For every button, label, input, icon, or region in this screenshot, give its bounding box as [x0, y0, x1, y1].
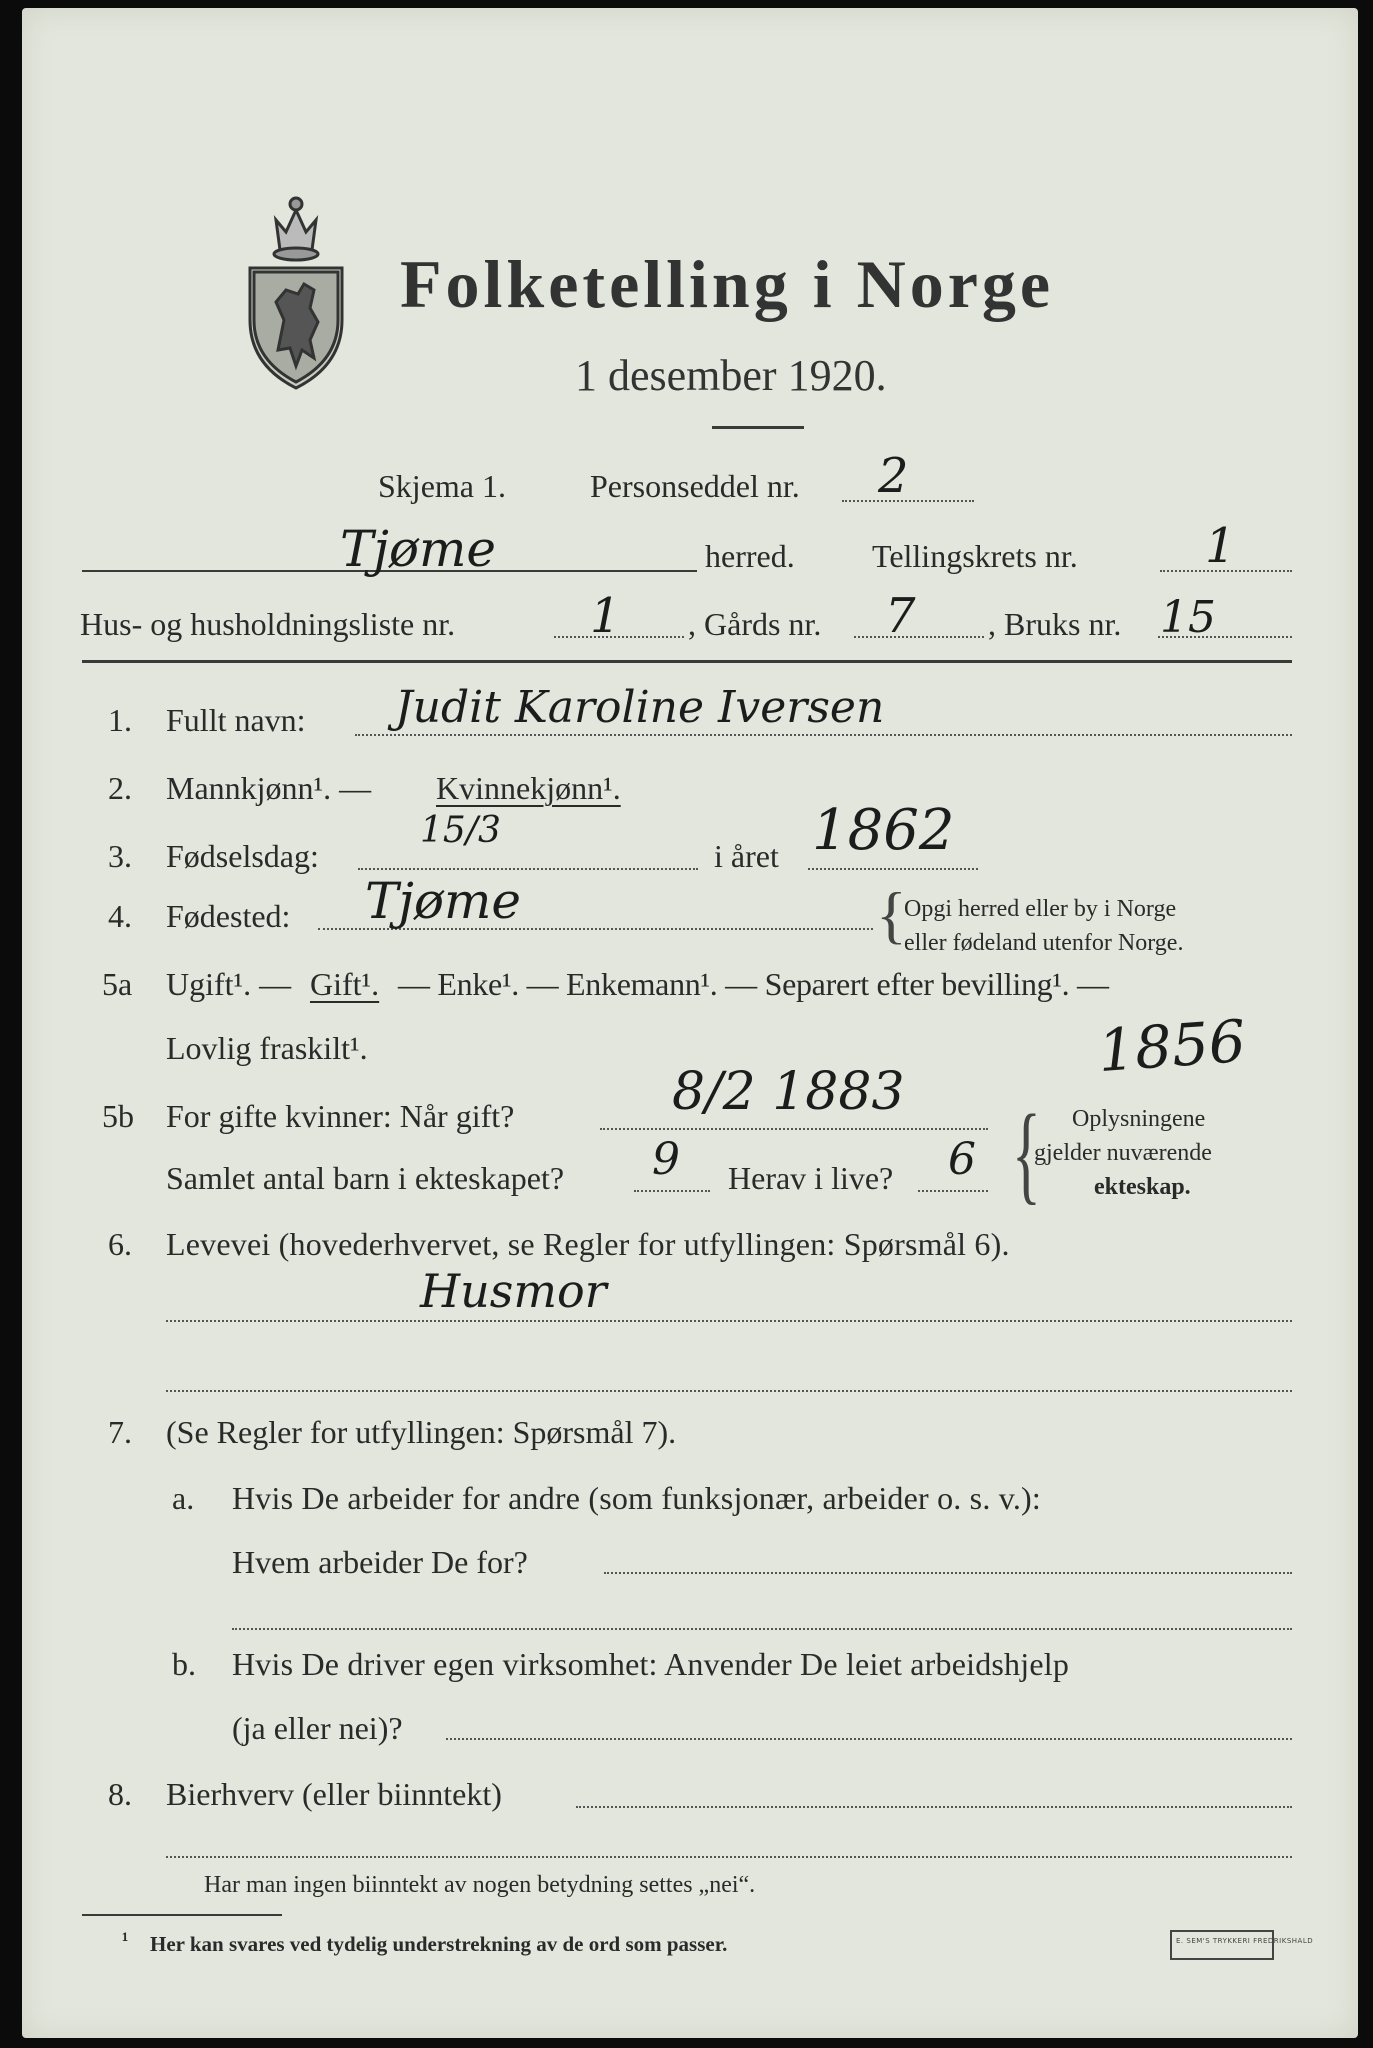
footnote-marker: ¹	[122, 1928, 129, 1952]
q2-mann-option[interactable]: Mannkjønn¹. —	[166, 770, 372, 806]
q8-line1[interactable]	[576, 1806, 1292, 1808]
q5b-children-line	[634, 1190, 710, 1192]
q5b-note-line1: Oplysningene	[1072, 1106, 1206, 1132]
title-rule	[712, 426, 804, 429]
footnote-rule	[82, 1914, 282, 1916]
q6-line1	[166, 1320, 1292, 1322]
q7-label: (Se Regler for utfyllingen: Spørsmål 7).	[166, 1414, 677, 1450]
form-title: Folketelling i Norge	[400, 246, 1055, 322]
q8-number: 8.	[108, 1776, 132, 1812]
herred-label: herred.	[705, 538, 795, 574]
q5b-children-label: Samlet antal barn i ekteskapet?	[166, 1160, 565, 1196]
q5a-gift-option[interactable]: Gift¹.	[310, 966, 380, 1002]
gards-value[interactable]: 7	[885, 588, 916, 644]
marriage-date-value[interactable]: 8/2 1883	[672, 1062, 905, 1122]
q7a-letter: a.	[172, 1480, 195, 1516]
q7a-employer-label: Hvem arbeider De for?	[232, 1544, 528, 1580]
q4-note-line2: eller fødeland utenfor Norge.	[904, 930, 1184, 956]
footnote-text: Her kan svares ved tydelig understrekning av de ord som passer.	[150, 1932, 728, 1956]
birthday-value[interactable]: 15/3	[420, 810, 501, 851]
q5b-note-line3: ekteskap.	[1094, 1174, 1191, 1200]
printer-stamp-text: E. SEM'S TRYKKERI FREDRIKSHALD	[1176, 1937, 1314, 1945]
herred-value[interactable]: Tjøme	[340, 520, 496, 578]
q7b-janei-label: (ja eller nei)?	[232, 1710, 403, 1746]
q7b-janei-line[interactable]	[446, 1738, 1292, 1740]
census-date: 1 desember 1920.	[575, 351, 887, 400]
q5a-fraskilt-option[interactable]: Lovlig fraskilt¹.	[166, 1030, 368, 1066]
norwegian-lion-shield-icon	[240, 190, 352, 390]
printer-stamp	[1170, 1930, 1314, 1960]
q5a-number: 5a	[102, 966, 133, 1002]
bruks-label: , Bruks nr.	[988, 606, 1122, 642]
q7a-label: Hvis De arbeider for andre (som funksjonær, arbeider o. s. v.):	[232, 1480, 1042, 1516]
q8-label: Bierhverv (eller biinntekt)	[166, 1776, 502, 1812]
q5b-alive-label: Herav i live?	[728, 1160, 894, 1196]
q8-line2	[166, 1856, 1292, 1858]
q7-number: 7.	[108, 1414, 132, 1450]
q5b-note-line2: gjelder nuværende	[1034, 1140, 1212, 1166]
gards-label: , Gårds nr.	[688, 606, 822, 642]
tellingskrets-label: Tellingskrets nr.	[872, 538, 1078, 574]
q5b-line	[600, 1128, 988, 1130]
q1-label: Fullt navn:	[166, 702, 306, 738]
q5b-alive-line	[918, 1190, 988, 1192]
children-alive-value[interactable]: 6	[948, 1134, 976, 1185]
q6-line2	[166, 1390, 1292, 1392]
personseddel-value[interactable]: 2	[878, 448, 909, 504]
gards-line	[854, 636, 984, 638]
q3-number: 3.	[108, 838, 132, 874]
q7a-extra-line	[232, 1628, 1292, 1630]
bruks-value[interactable]: 15	[1160, 592, 1216, 643]
full-name-value[interactable]: Judit Karoline Iversen	[395, 682, 885, 733]
q5b-label: For gifte kvinner: Når gift?	[166, 1098, 515, 1134]
q5a-other-options[interactable]: — Enke¹. — Enkemann¹. — Separert efter bevilling¹. —	[398, 966, 1109, 1002]
q6-label: Levevei (hovederhvervet, se Regler for utfyllingen: Spørsmål 6).	[166, 1226, 1010, 1262]
q7b-letter: b.	[172, 1646, 196, 1682]
occupation-value[interactable]: Husmor	[420, 1264, 607, 1318]
q3-label: Fødselsdag:	[166, 838, 319, 874]
q4-number: 4.	[108, 898, 132, 934]
personseddel-label: Personseddel nr.	[590, 468, 800, 504]
husliste-value[interactable]: 1	[590, 588, 621, 644]
tellingskrets-value[interactable]: 1	[1205, 518, 1236, 574]
q5b-brace: {	[1011, 1092, 1041, 1214]
q7b-label: Hvis De driver egen virksomhet: Anvender De leiet arbeidshjelp	[232, 1646, 1070, 1682]
q2-number: 2.	[108, 770, 132, 806]
q2-kvinne-option[interactable]: Kvinnekjønn¹.	[436, 770, 621, 806]
q4-note-line1: Opgi herred eller by i Norge	[904, 896, 1177, 922]
q1-number: 1.	[108, 702, 132, 738]
q3-year-line	[808, 868, 978, 870]
q8-note: Har man ingen biinntekt av nogen betydning settes „nei“.	[204, 1872, 756, 1898]
q4-brace: {	[876, 879, 907, 950]
birthplace-value[interactable]: Tjøme	[365, 872, 521, 930]
q6-number: 6.	[108, 1226, 132, 1262]
q3-line	[358, 868, 698, 870]
q3-year-label: i året	[714, 838, 779, 874]
q1-line	[355, 734, 1292, 736]
q5b-number: 5b	[102, 1098, 134, 1134]
husliste-label: Hus- og husholdningsliste nr.	[80, 606, 456, 642]
birth-year-value[interactable]: 1862	[812, 798, 955, 863]
q5a-ugift-option[interactable]: Ugift¹. —	[166, 966, 292, 1002]
skjema-label: Skjema 1.	[378, 468, 506, 504]
q7a-employer-line[interactable]	[604, 1572, 1292, 1574]
q4-label: Fødested:	[166, 898, 291, 934]
header-divider	[82, 660, 1292, 663]
children-count-value[interactable]: 9	[652, 1134, 680, 1185]
q5a-margin-note: 1856	[1095, 1006, 1248, 1086]
